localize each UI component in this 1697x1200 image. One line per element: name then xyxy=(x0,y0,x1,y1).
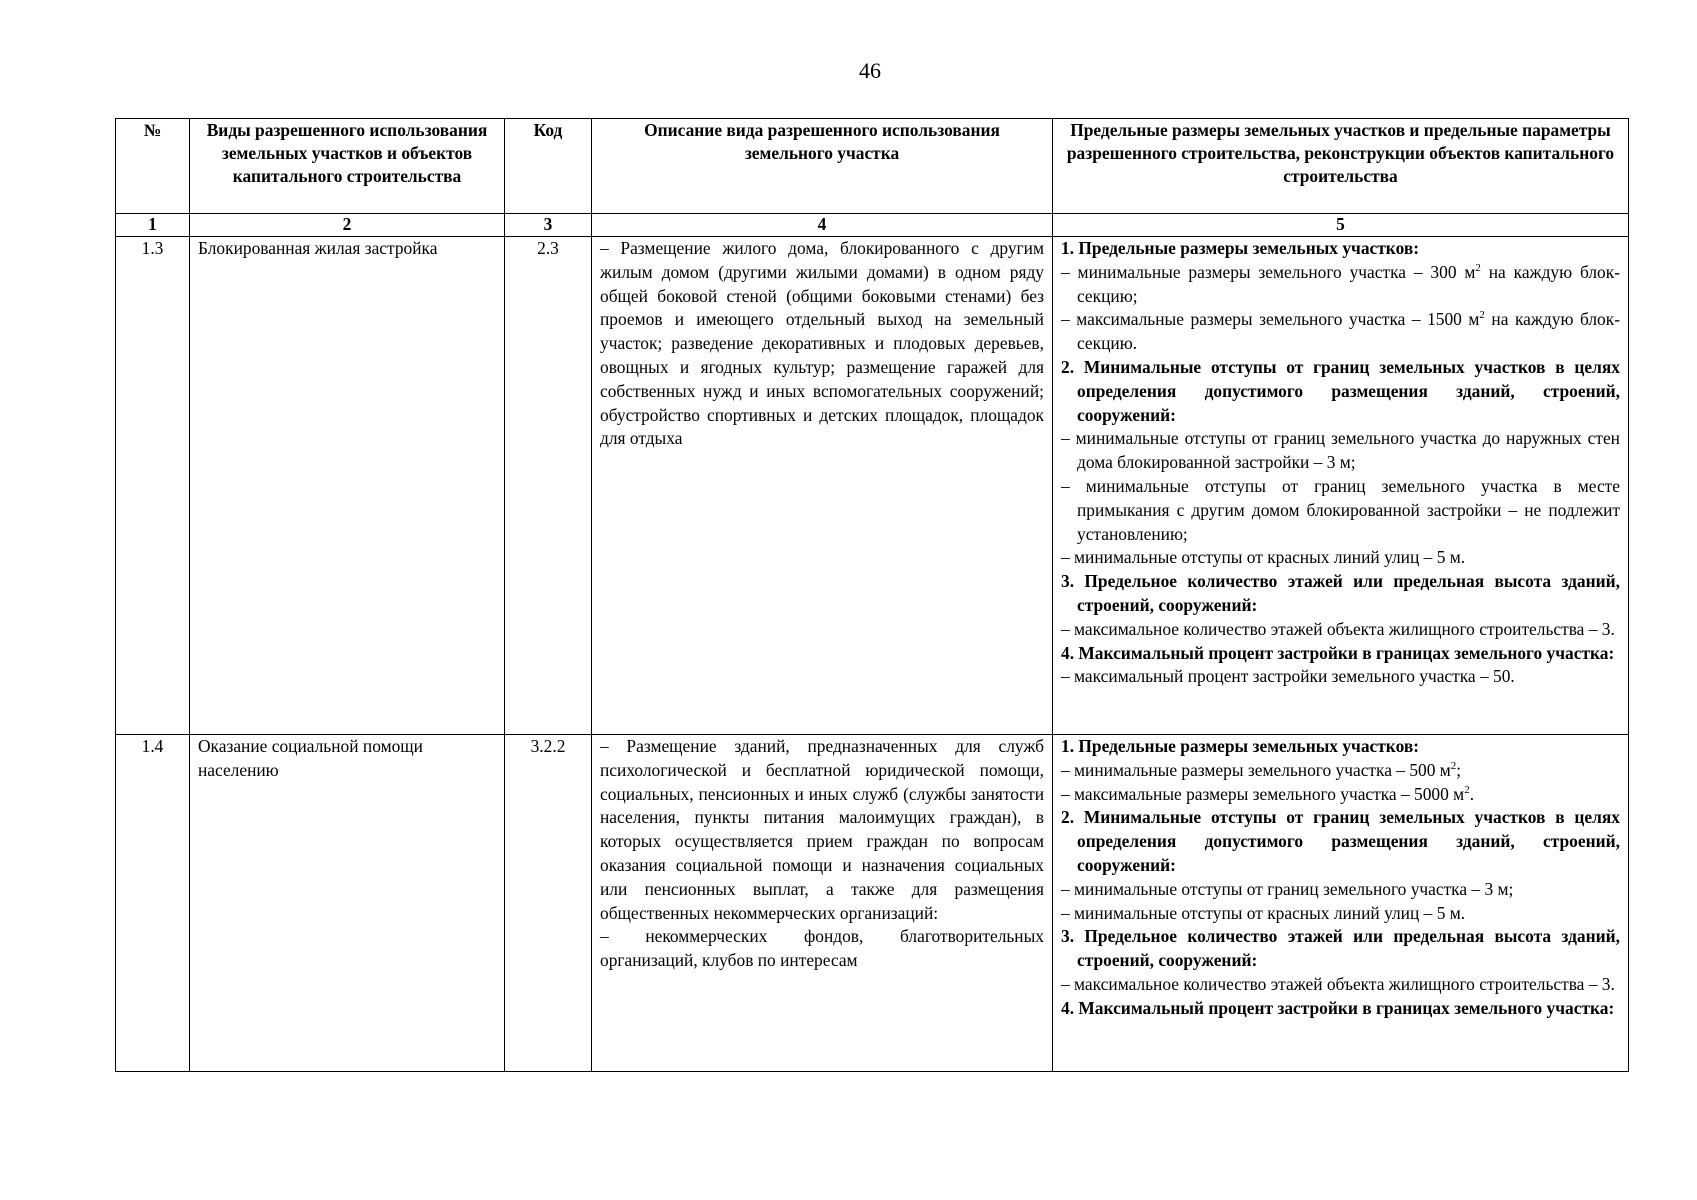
use-type: Оказание социальной помощи населению xyxy=(190,735,505,1072)
section-heading: 4. Максимальный процент застройки в границах земельного участка: xyxy=(1061,642,1615,663)
parameter-item: – максимальное количество этажей объекта жилищного строительства – 3. xyxy=(1061,618,1615,639)
use-parameters xyxy=(1053,735,1629,1072)
land-use-table xyxy=(115,118,1629,1072)
table-row xyxy=(116,237,1629,735)
section-heading: 1. Предельные размеры земельных участков: xyxy=(1061,238,1420,258)
row-number: 1.4 xyxy=(116,735,190,1072)
header-code: Код xyxy=(505,119,592,214)
parameter-item: – минимальные отступы от границ земельного участка – 3 м; xyxy=(1061,878,1514,899)
use-type: Блокированная жилая застройка xyxy=(190,237,505,735)
column-number: 3 xyxy=(505,214,592,237)
parameter-item: – максимальное количество этажей объекта жилищного строительства – 3. xyxy=(1061,973,1615,994)
parameter-item: – минимальные отступы от красных линий улиц – 5 м. xyxy=(1061,547,1466,568)
use-code: 3.2.2 xyxy=(505,735,592,1072)
section-heading: 1. Предельные размеры земельных участков: xyxy=(1061,736,1420,756)
use-description: – Размещение жилого дома, блокированного с другим жилым домом (другими жилыми домами) в одном ряду общей боковой стеной (общими боковыми стенами) без проемов и имеющего отдельный выход на земельный участок; разведение декоративных и плодовых деревьев, овощных и ягодных культур; размещение гаражей для собственных нужд и иных вспомогательных сооружений; обустройство спортивных и детских площадок, площадок для отдыха xyxy=(592,237,1053,735)
header-parameters: Предельные размеры земельных участков и предельные параметры разрешенного строительства, реконструкции объектов капитального строительства xyxy=(1053,119,1629,214)
header-row xyxy=(116,119,1629,214)
row-number: 1.3 xyxy=(116,237,190,735)
section-heading: 2. Минимальные отступы от границ земельных участков в целях определения допустимого размещения зданий, строений, сооружений: xyxy=(1061,807,1620,875)
use-parameters xyxy=(1053,237,1629,735)
parameter-item: – максимальные размеры земельного участка – 1500 $м^2$ на каждую блок-секцию. xyxy=(1061,309,1620,354)
description-item: – некоммерческих фондов, благотворительных организаций, клубов по интересам xyxy=(600,926,1044,971)
parameter-item: – минимальные отступы от красных линий улиц – 5 м. xyxy=(1061,902,1466,923)
use-code: 2.3 xyxy=(505,237,592,735)
description-text: – Размещение зданий, предназначенных для служб психологической и бесплатной юридической помощи, социальных, пенсионных и иных служб (службы занятости населения, пункты питания малоимущих граждан), в которых осуществляется прием граждан по вопросам оказания социальной помощи и назначения социальных или пенсионных выплат, а также для размещения общественных некоммерческих организаций: xyxy=(600,736,1044,923)
column-number: 1 xyxy=(116,214,190,237)
table-row xyxy=(116,735,1629,1072)
section-heading: 3. Предельное количество этажей или предельная высота зданий, строений, сооружений: xyxy=(1061,571,1620,615)
section-heading: 2. Минимальные отступы от границ земельных участков в целях определения допустимого размещения зданий, строений, сооружений: xyxy=(1061,356,1620,425)
column-number: 5 xyxy=(1053,214,1629,237)
page-number: 46 xyxy=(859,58,881,83)
parameter-item: – максимальные размеры земельного участка – 5000 $м^2$. xyxy=(1061,783,1475,804)
section-heading: 3. Предельное количество этажей или предельная высота зданий, строений, сооружений: xyxy=(1061,926,1620,971)
column-number-row xyxy=(116,214,1629,237)
section-heading: 4. Максимальный процент застройки в границах земельного участка: xyxy=(1061,997,1615,1018)
column-number: 4 xyxy=(592,214,1053,237)
parameter-item: – минимальные отступы от границ земельного участка до наружных стен дома блокированной застройки – 3 м; xyxy=(1061,428,1620,473)
use-description xyxy=(592,735,1053,1072)
header-use-type: Виды разрешенного использования земельных участков и объектов капитального строительства xyxy=(190,119,505,214)
parameter-item: – минимальные размеры земельного участка – 300 $м^2$ на каждую блок-секцию; xyxy=(1061,261,1620,306)
header-number: № xyxy=(116,119,190,214)
parameter-item: – максимальный процент застройки земельного участка – 50. xyxy=(1061,666,1515,687)
column-number: 2 xyxy=(190,214,505,237)
parameter-item: – минимальные отступы от границ земельного участка в месте примыкания с другим домом блокированной застройки – не подлежит установлению; xyxy=(1061,475,1620,544)
header-description: Описание вида разрешенного использования земельного участка xyxy=(592,119,1053,214)
parameter-item: – минимальные размеры земельного участка – 500 $м^2$; xyxy=(1061,759,1462,780)
